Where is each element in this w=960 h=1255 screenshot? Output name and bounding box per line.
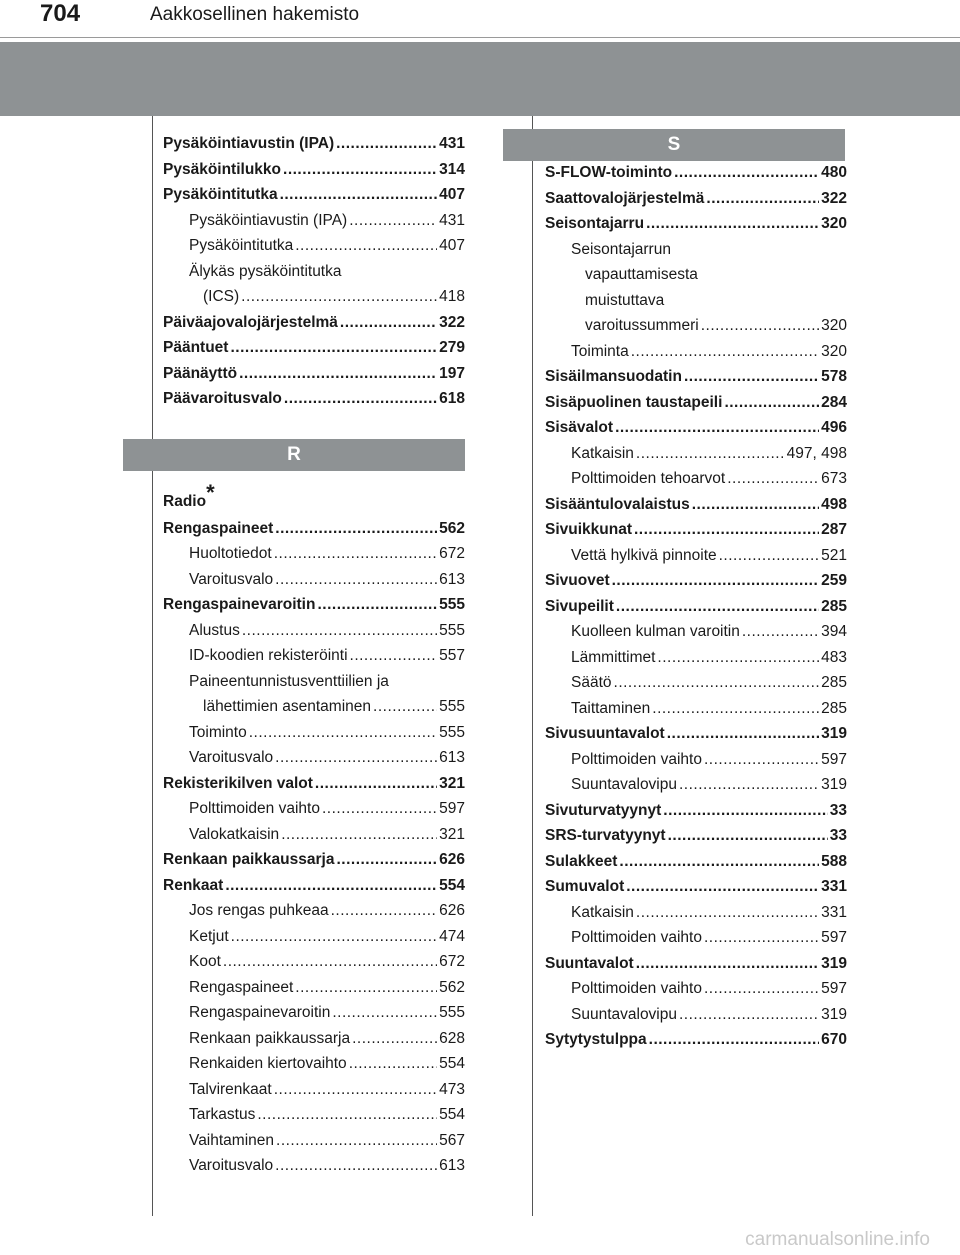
page-reference: 483 xyxy=(821,648,847,666)
page-reference: 33 xyxy=(829,827,847,844)
entry-label: Tarkastus xyxy=(189,1106,256,1123)
index-subentry[interactable] xyxy=(163,745,465,771)
entry-label: Polttimoiden vaihto xyxy=(571,929,702,946)
entry-label: Varoitusvalo xyxy=(189,1157,274,1174)
entry-label: Sisävalot xyxy=(545,419,614,436)
index-subentry[interactable] xyxy=(163,284,465,310)
entry-label: Rengaspainevaroitin xyxy=(163,596,316,613)
index-subentry[interactable] xyxy=(163,233,465,259)
index-subentry[interactable] xyxy=(545,1002,847,1028)
page-reference: 284 xyxy=(821,393,847,411)
dot-leader xyxy=(649,1027,819,1053)
entry-label: Sisäilmansuodatin xyxy=(545,368,682,385)
index-entry[interactable] xyxy=(545,364,847,390)
entry-label: Päänäyttö xyxy=(163,364,238,382)
index-entry[interactable] xyxy=(545,160,847,186)
dot-leader xyxy=(742,619,819,645)
entry-label: Pysäköintiavustin (IPA) xyxy=(163,135,335,152)
index-subentry[interactable] xyxy=(163,1026,465,1052)
index-subentry[interactable] xyxy=(545,466,847,492)
page-reference: 628 xyxy=(439,1029,465,1047)
entry-label: Pysäköintitutka xyxy=(163,186,278,203)
page-reference: 554 xyxy=(439,1055,465,1072)
entry-label: Rengaspaineet xyxy=(189,978,294,996)
page-reference: 480 xyxy=(821,164,847,181)
page-reference: 314 xyxy=(439,160,465,178)
page-reference: 473 xyxy=(439,1080,465,1098)
dot-leader xyxy=(706,186,819,212)
dot-leader xyxy=(657,645,819,671)
entry-label: Alustus xyxy=(189,621,240,639)
index-subentry[interactable] xyxy=(545,339,847,365)
index-entry[interactable] xyxy=(163,182,465,208)
dot-leader xyxy=(614,670,820,696)
dot-leader xyxy=(373,694,437,720)
dot-leader xyxy=(352,1026,437,1052)
index-subentry[interactable] xyxy=(545,696,847,722)
dot-leader xyxy=(679,1002,819,1028)
page-reference: 557 xyxy=(439,647,465,664)
entry-label: Taittaminen xyxy=(571,699,651,717)
entry-label: Säätö xyxy=(571,674,612,691)
page-reference: 555 xyxy=(439,723,465,741)
entry-label: Sivupeilit xyxy=(545,597,614,615)
dot-leader xyxy=(283,157,437,183)
index-entry[interactable] xyxy=(163,847,465,873)
dot-leader xyxy=(331,898,438,924)
page-reference: 319 xyxy=(821,1005,847,1023)
entry-label: Toiminta xyxy=(571,342,629,360)
entry-label: Katkaisin xyxy=(571,903,634,921)
index-entry[interactable] xyxy=(545,186,847,212)
index-subentry-label[interactable]: muistuttava xyxy=(585,291,665,309)
entry-label: Renkaan paikkaussarja xyxy=(189,1029,351,1047)
dot-leader xyxy=(615,415,819,441)
page-reference: 474 xyxy=(439,927,465,945)
index-subentry[interactable] xyxy=(545,925,847,951)
page-reference: 285 xyxy=(821,597,847,615)
dot-leader xyxy=(652,696,819,722)
index-subentry[interactable] xyxy=(545,772,847,798)
dot-leader xyxy=(701,313,819,339)
index-subentry[interactable] xyxy=(163,208,465,234)
section-letter-r: R xyxy=(123,439,465,471)
dot-leader xyxy=(225,873,437,899)
page-reference: 597 xyxy=(821,980,847,997)
page-reference: 588 xyxy=(821,852,847,870)
index-entry[interactable] xyxy=(545,823,847,849)
page-reference: 497, 498 xyxy=(786,444,847,462)
index-subentry[interactable] xyxy=(545,976,847,1002)
page-reference: 567 xyxy=(439,1131,465,1149)
dot-leader xyxy=(281,822,437,848)
page-reference: 613 xyxy=(439,749,465,766)
dot-leader xyxy=(349,208,437,234)
entry-label: Renkaan paikkaussarja xyxy=(163,851,335,868)
index-subentry[interactable] xyxy=(545,900,847,926)
dot-leader xyxy=(340,310,437,336)
entry-label: Sisäpuolinen taustapeili xyxy=(545,393,723,411)
entry-label: Jos rengas puhkeaa xyxy=(189,902,329,919)
entry-label: Huoltotiedot xyxy=(189,545,272,562)
page-reference: 626 xyxy=(439,851,465,868)
index-entry[interactable] xyxy=(163,592,465,618)
index-entry[interactable] xyxy=(545,568,847,594)
page-reference: 496 xyxy=(821,419,847,436)
page-reference: 33 xyxy=(829,801,847,819)
entry-label: Toiminto xyxy=(189,723,247,741)
index-subentry[interactable] xyxy=(163,822,465,848)
index-entry[interactable] xyxy=(163,771,465,797)
dot-leader xyxy=(332,1000,437,1026)
entry-label: Renkaiden kiertovaihto xyxy=(189,1055,347,1072)
page-reference: 407 xyxy=(439,186,465,203)
dot-leader xyxy=(719,543,820,569)
dot-leader xyxy=(274,1077,437,1103)
radio-footnote-mark: * xyxy=(206,479,215,505)
entry-label: Varoitusvalo xyxy=(189,749,274,766)
entry-label: Talvirenkaat xyxy=(189,1080,272,1098)
index-subentry[interactable] xyxy=(545,543,847,569)
index-entry[interactable] xyxy=(545,951,847,977)
dot-leader xyxy=(317,592,437,618)
index-subentry[interactable] xyxy=(545,441,847,467)
page-reference: 285 xyxy=(821,699,847,717)
index-entry[interactable] xyxy=(163,873,465,899)
entry-label: Rengaspaineet xyxy=(163,519,274,537)
dot-leader xyxy=(636,900,819,926)
index-entry[interactable] xyxy=(545,415,847,441)
index-entry[interactable] xyxy=(163,310,465,336)
dot-leader xyxy=(634,517,819,543)
watermark: carmanualsonline.info xyxy=(745,1229,930,1250)
index-entry[interactable] xyxy=(545,594,847,620)
dot-leader xyxy=(350,643,438,669)
index-subentry[interactable] xyxy=(545,670,847,696)
page-reference: 554 xyxy=(439,876,465,894)
index-subentry[interactable] xyxy=(163,1128,465,1154)
entry-label: (ICS) xyxy=(203,288,240,305)
dot-leader xyxy=(667,721,819,747)
page-reference: 321 xyxy=(439,825,465,843)
entry-label: Ketjut xyxy=(189,927,229,945)
page-reference: 555 xyxy=(439,1004,465,1021)
entry-label: Sulakkeet xyxy=(545,852,618,870)
page-reference: 555 xyxy=(439,621,465,639)
dot-leader xyxy=(724,390,819,416)
entry-label: Lämmittimet xyxy=(571,648,656,666)
dot-leader xyxy=(223,949,437,975)
page-reference: 562 xyxy=(439,978,465,996)
index-subentry[interactable] xyxy=(163,643,465,669)
entry-label: Suuntavalovipu xyxy=(571,776,677,793)
page-reference: 322 xyxy=(439,313,465,331)
entry-label: Päävaroitusvalo xyxy=(163,390,282,407)
radio-label: Radio xyxy=(163,492,207,510)
column-divider-middle xyxy=(532,116,533,1216)
header-band xyxy=(0,42,960,116)
dot-leader xyxy=(704,925,819,951)
dot-leader xyxy=(275,745,437,771)
dot-leader xyxy=(275,1153,437,1179)
page-reference: 626 xyxy=(439,902,465,919)
entry-label: Sivuovet xyxy=(545,572,610,589)
entry-label: Vettä hylkivä pinnoite xyxy=(571,546,717,564)
page-reference: 331 xyxy=(821,878,847,895)
dot-leader xyxy=(727,466,819,492)
page-number: 704 xyxy=(40,0,81,27)
index-subentry[interactable] xyxy=(163,796,465,822)
index-subentry[interactable] xyxy=(545,747,847,773)
entry-label: Saattovalojärjestelmä xyxy=(545,189,705,207)
page-reference: 597 xyxy=(821,750,847,768)
page-title: Aakkosellinen hakemisto xyxy=(150,4,360,25)
entry-label: Renkaat xyxy=(163,876,224,894)
dot-leader xyxy=(274,541,437,567)
index-subentry[interactable] xyxy=(163,1000,465,1026)
dot-leader xyxy=(276,1128,437,1154)
index-subentry[interactable] xyxy=(163,541,465,567)
page-reference: 197 xyxy=(439,364,465,382)
index-subentry[interactable] xyxy=(163,567,465,593)
dot-leader xyxy=(241,284,437,310)
index-subentry-label[interactable]: Älykäs pysäköintitutka xyxy=(189,262,342,280)
dot-leader xyxy=(239,361,437,387)
page-reference: 407 xyxy=(439,237,465,254)
page-reference: 331 xyxy=(821,903,847,921)
dot-leader xyxy=(612,568,820,594)
dot-leader xyxy=(280,182,438,208)
page-reference: 320 xyxy=(821,342,847,360)
page-reference: 322 xyxy=(821,189,847,207)
entry-label: varoitussummeri xyxy=(585,317,699,334)
index-column-left xyxy=(163,131,465,1179)
dot-leader xyxy=(646,211,819,237)
index-entry[interactable] xyxy=(163,361,465,387)
s-section-list xyxy=(545,160,847,1053)
index-subentry-label[interactable]: Seisontajarrun xyxy=(571,240,671,258)
entry-label: Seisontajarru xyxy=(545,215,645,232)
dot-leader xyxy=(284,386,437,412)
page-reference: 319 xyxy=(821,776,847,793)
index-subentry[interactable] xyxy=(163,898,465,924)
entry-label: Kuolleen kulman varoitin xyxy=(571,623,740,640)
index-subentry[interactable] xyxy=(545,313,847,339)
dot-leader xyxy=(275,516,437,542)
page-reference: 672 xyxy=(439,545,465,562)
index-subentry-label[interactable]: vapauttamisesta xyxy=(585,266,698,283)
entry-label: Polttimoiden vaihto xyxy=(571,750,702,768)
entry-label: Pysäköintiavustin (IPA) xyxy=(189,211,348,229)
entry-label: Sumuvalot xyxy=(545,878,625,895)
index-entry[interactable] xyxy=(545,721,847,747)
column-divider-left xyxy=(152,116,153,1216)
entry-label: lähettimien asentaminen xyxy=(203,698,372,715)
index-subentry[interactable] xyxy=(163,694,465,720)
dot-leader xyxy=(626,874,819,900)
entry-label: Valokatkaisin xyxy=(189,825,280,843)
page-reference: 320 xyxy=(821,317,847,334)
index-entry[interactable] xyxy=(163,157,465,183)
page-reference: 555 xyxy=(439,698,465,715)
p-section-list xyxy=(163,131,465,412)
page-reference: 597 xyxy=(439,800,465,817)
r-section-list xyxy=(163,516,465,1179)
page-reference: 613 xyxy=(439,1157,465,1174)
index-entry[interactable] xyxy=(163,335,465,361)
page-reference: 613 xyxy=(439,570,465,588)
index-entry[interactable] xyxy=(545,211,847,237)
entry-label: Rengaspainevaroitin xyxy=(189,1004,331,1021)
index-entry-radio[interactable] xyxy=(163,479,465,516)
page-reference: 673 xyxy=(821,470,847,487)
page-reference: 287 xyxy=(821,521,847,538)
index-entry[interactable] xyxy=(545,1027,847,1053)
dot-leader xyxy=(242,618,437,644)
dot-leader xyxy=(295,233,437,259)
index-entry[interactable] xyxy=(545,517,847,543)
dot-leader xyxy=(674,160,819,186)
dot-leader xyxy=(249,720,437,746)
index-subentry[interactable] xyxy=(163,720,465,746)
page-reference: 319 xyxy=(821,954,847,972)
entry-label: Varoitusvalo xyxy=(189,570,274,588)
page-reference: 672 xyxy=(439,953,465,970)
entry-label: Päiväajovalojärjestelmä xyxy=(163,313,338,331)
dot-leader xyxy=(619,849,819,875)
index-subentry[interactable] xyxy=(163,1153,465,1179)
page-reference: 555 xyxy=(439,596,465,613)
dot-leader xyxy=(336,847,437,873)
index-entry[interactable] xyxy=(545,849,847,875)
entry-label: Sivuikkunat xyxy=(545,521,632,538)
page-reference: 394 xyxy=(821,623,847,640)
index-entry[interactable] xyxy=(163,386,465,412)
page-reference: 521 xyxy=(821,546,847,564)
index-entry[interactable] xyxy=(545,492,847,518)
entry-label: SRS-turvatyynyt xyxy=(545,827,666,844)
dot-leader xyxy=(663,798,827,824)
page-reference: 320 xyxy=(821,215,847,232)
page-reference: 618 xyxy=(439,390,465,407)
page-reference: 279 xyxy=(439,339,465,356)
index-subentry[interactable] xyxy=(163,618,465,644)
dot-leader xyxy=(636,441,785,467)
page-reference: 597 xyxy=(821,929,847,946)
index-subentry-label[interactable]: Paineentunnistusventtiilien ja xyxy=(189,672,389,690)
entry-label: Polttimoiden vaihto xyxy=(571,980,702,997)
dot-leader xyxy=(295,975,437,1001)
index-column-right xyxy=(545,160,847,1053)
page-reference: 321 xyxy=(439,774,465,792)
index-subentry[interactable] xyxy=(163,1102,465,1128)
page-reference: 562 xyxy=(439,519,465,537)
entry-label: Polttimoiden vaihto xyxy=(189,800,320,817)
dot-leader xyxy=(692,492,819,518)
entry-label: Pääntuet xyxy=(163,339,229,356)
dot-leader xyxy=(315,771,437,797)
index-entry[interactable] xyxy=(545,874,847,900)
entry-label: Suuntavalot xyxy=(545,954,634,972)
index-subentry[interactable] xyxy=(163,1077,465,1103)
page-reference: 259 xyxy=(821,572,847,589)
entry-label: Koot xyxy=(189,953,221,970)
page-reference: 285 xyxy=(821,674,847,691)
page-reference: 319 xyxy=(821,725,847,742)
entry-label: ID-koodien rekisteröinti xyxy=(189,647,348,664)
dot-leader xyxy=(636,951,819,977)
header-divider xyxy=(0,37,960,38)
dot-leader xyxy=(257,1102,437,1128)
dot-leader xyxy=(275,567,437,593)
page-reference: 418 xyxy=(439,288,465,305)
page-reference: 578 xyxy=(821,368,847,385)
entry-label: Sytytystulppa xyxy=(545,1031,647,1048)
entry-label: Pysäköintitutka xyxy=(189,237,294,254)
section-letter-s: S xyxy=(503,129,845,161)
page-reference: 431 xyxy=(439,135,465,152)
dot-leader xyxy=(336,131,437,157)
index-entry[interactable] xyxy=(545,798,847,824)
entry-label: Katkaisin xyxy=(571,444,634,462)
page-reference: 498 xyxy=(821,495,847,513)
dot-leader xyxy=(616,594,819,620)
page-reference: 670 xyxy=(821,1031,847,1048)
dot-leader xyxy=(668,823,828,849)
entry-label: Rekisterikilven valot xyxy=(163,774,313,792)
dot-leader xyxy=(684,364,819,390)
page-reference: 431 xyxy=(439,211,465,229)
entry-label: Vaihtaminen xyxy=(189,1131,275,1149)
index-entry[interactable] xyxy=(545,390,847,416)
index-subentry[interactable] xyxy=(545,645,847,671)
dot-leader xyxy=(679,772,819,798)
entry-label: Sivusuuntavalot xyxy=(545,725,665,742)
entry-label: Polttimoiden tehoarvot xyxy=(571,470,726,487)
dot-leader xyxy=(231,924,437,950)
index-subentry[interactable] xyxy=(163,924,465,950)
entry-label: S-FLOW-toiminto xyxy=(545,164,673,181)
page-reference: 554 xyxy=(439,1106,465,1123)
index-entry[interactable] xyxy=(163,516,465,542)
entry-label: Sisääntulovalaistus xyxy=(545,495,690,513)
entry-label: Sivuturvatyynyt xyxy=(545,801,662,819)
dot-leader xyxy=(704,976,819,1002)
entry-label: Suuntavalovipu xyxy=(571,1005,677,1023)
dot-leader xyxy=(230,335,437,361)
entry-label: Pysäköintilukko xyxy=(163,160,282,178)
index-subentry[interactable] xyxy=(163,975,465,1001)
dot-leader xyxy=(704,747,819,773)
index-subentry[interactable] xyxy=(163,1051,465,1077)
index-subentry[interactable] xyxy=(163,949,465,975)
dot-leader xyxy=(631,339,819,365)
dot-leader xyxy=(349,1051,437,1077)
dot-leader xyxy=(322,796,437,822)
index-subentry[interactable] xyxy=(545,619,847,645)
index-entry[interactable] xyxy=(163,131,465,157)
